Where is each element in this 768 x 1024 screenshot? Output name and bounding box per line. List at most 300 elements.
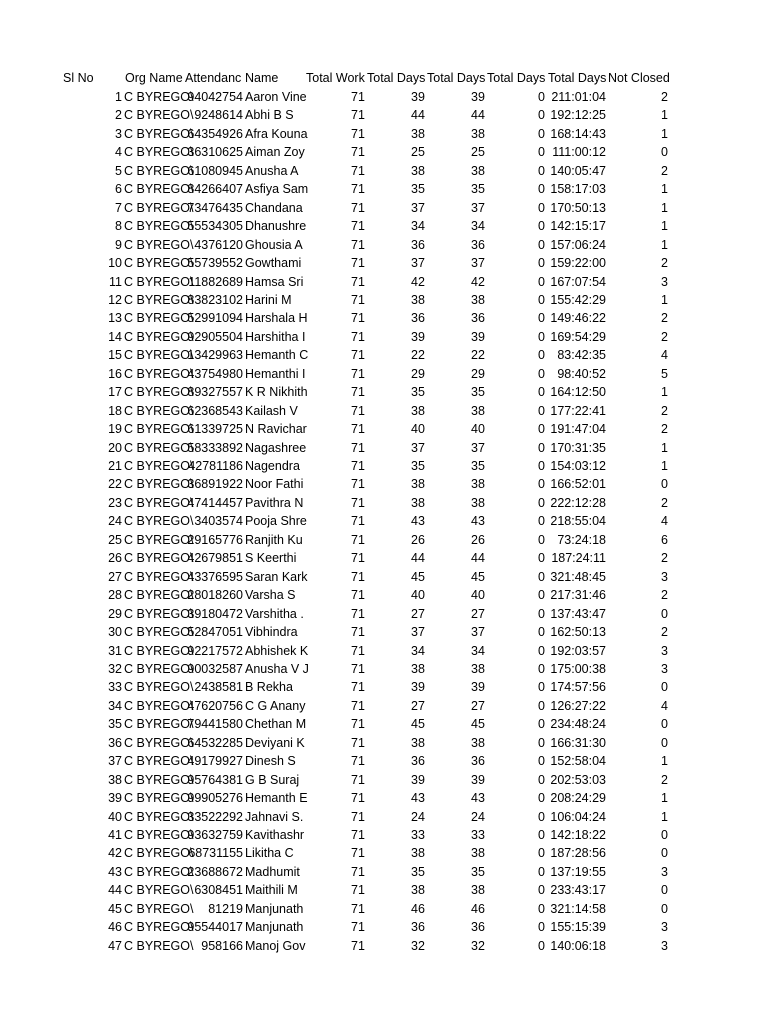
cell-org-name: C BYREGO\ — [124, 459, 194, 473]
cell-total-work: 71 — [351, 644, 365, 658]
cell-name: Dinesh S — [245, 754, 296, 768]
cell-name: Hemanthi I — [245, 367, 306, 381]
cell-total-days-3: 0 — [538, 736, 545, 750]
cell-total-work: 71 — [351, 717, 365, 731]
cell-sl-no: 31 — [108, 644, 122, 658]
cell-total-time: 187:28:56 — [550, 846, 606, 860]
cell-not-closed: 3 — [661, 644, 668, 658]
cell-total-days-3: 0 — [538, 588, 545, 602]
cell-attendance-id: 9248614 — [194, 108, 243, 122]
cell-total-days-2: 36 — [471, 754, 485, 768]
cell-total-work: 71 — [351, 810, 365, 824]
cell-name: Ranjith Ku — [245, 533, 303, 547]
cell-total-days-3: 0 — [538, 865, 545, 879]
cell-total-days-2: 34 — [471, 644, 485, 658]
cell-sl-no: 20 — [108, 441, 122, 455]
cell-total-days-3: 0 — [538, 570, 545, 584]
cell-sl-no: 19 — [108, 422, 122, 436]
cell-total-days-3: 0 — [538, 902, 545, 916]
cell-total-days-1: 38 — [411, 662, 425, 676]
cell-total-days-3: 0 — [538, 182, 545, 196]
cell-org-name: C BYREGO\ — [124, 644, 194, 658]
cell-not-closed: 2 — [661, 256, 668, 270]
cell-total-days-3: 0 — [538, 459, 545, 473]
cell-total-days-2: 27 — [471, 699, 485, 713]
cell-attendance-id: 13429963 — [187, 348, 243, 362]
cell-not-closed: 2 — [661, 496, 668, 510]
cell-total-time: 233:43:17 — [550, 883, 606, 897]
cell-total-days-1: 34 — [411, 644, 425, 658]
cell-org-name: C BYREGO\ — [124, 90, 194, 104]
cell-total-work: 71 — [351, 275, 365, 289]
cell-org-name: C BYREGO\ — [124, 680, 194, 694]
cell-not-closed: 1 — [661, 385, 668, 399]
cell-attendance-id: 42679851 — [187, 551, 243, 565]
cell-total-time: 187:24:11 — [551, 551, 606, 565]
cell-not-closed: 1 — [661, 459, 668, 473]
cell-total-days-1: 37 — [411, 441, 425, 455]
cell-total-days-1: 38 — [411, 477, 425, 491]
cell-total-days-3: 0 — [538, 348, 545, 362]
cell-not-closed: 0 — [661, 477, 668, 491]
cell-name: S Keerthi — [245, 551, 297, 565]
cell-total-time: 217:31:46 — [550, 588, 606, 602]
cell-name: Harini M — [245, 293, 292, 307]
cell-attendance-id: 36310625 — [187, 145, 243, 159]
cell-org-name: C BYREGO\ — [124, 219, 194, 233]
cell-total-days-2: 29 — [471, 367, 485, 381]
cell-total-days-1: 39 — [411, 330, 425, 344]
cell-org-name: C BYREGO\ — [124, 773, 194, 787]
header-total-days-1: Total Days — [367, 71, 426, 85]
cell-total-days-1: 43 — [411, 791, 425, 805]
cell-total-days-2: 44 — [471, 108, 485, 122]
cell-total-time: 98:40:52 — [557, 367, 606, 381]
cell-total-time: 155:15:39 — [550, 920, 606, 934]
cell-org-name: C BYREGO\ — [124, 238, 194, 252]
cell-total-time: 174:57:56 — [550, 680, 606, 694]
header-org-name: Org Name — [125, 71, 183, 85]
cell-total-work: 71 — [351, 828, 365, 842]
cell-total-time: 126:27:22 — [550, 699, 606, 713]
cell-attendance-id: 2438581 — [194, 680, 243, 694]
cell-not-closed: 3 — [661, 662, 668, 676]
cell-org-name: C BYREGO\ — [124, 828, 194, 842]
cell-total-days-1: 36 — [411, 238, 425, 252]
cell-org-name: C BYREGO\ — [124, 717, 194, 731]
cell-sl-no: 44 — [108, 883, 122, 897]
cell-sl-no: 10 — [108, 256, 122, 270]
cell-not-closed: 1 — [661, 810, 668, 824]
cell-name: Anusha V J — [245, 662, 309, 676]
cell-total-work: 71 — [351, 773, 365, 787]
cell-total-days-1: 44 — [411, 551, 425, 565]
cell-total-days-1: 25 — [411, 145, 425, 159]
cell-attendance-id: 6308451 — [194, 883, 243, 897]
cell-total-work: 71 — [351, 607, 365, 621]
cell-not-closed: 0 — [661, 828, 668, 842]
cell-sl-no: 35 — [108, 717, 122, 731]
cell-name: Dhanushre — [245, 219, 307, 233]
cell-org-name: C BYREGO\ — [124, 754, 194, 768]
cell-total-days-1: 29 — [411, 367, 425, 381]
cell-attendance-id: 90032587 — [187, 662, 243, 676]
cell-org-name: C BYREGO\ — [124, 736, 194, 750]
cell-org-name: C BYREGO\ — [124, 883, 194, 897]
cell-total-days-2: 33 — [471, 828, 485, 842]
cell-sl-no: 33 — [108, 680, 122, 694]
cell-total-days-1: 38 — [411, 127, 425, 141]
cell-total-time: 164:12:50 — [550, 385, 606, 399]
cell-total-time: 321:48:45 — [550, 570, 606, 584]
cell-not-closed: 5 — [661, 367, 668, 381]
cell-org-name: C BYREGO\ — [124, 699, 194, 713]
cell-attendance-id: 43754980 — [187, 367, 243, 381]
cell-total-work: 71 — [351, 477, 365, 491]
cell-total-days-2: 25 — [471, 145, 485, 159]
cell-not-closed: 0 — [661, 846, 668, 860]
cell-total-work: 71 — [351, 939, 365, 953]
cell-name: Kailash V — [245, 404, 298, 418]
cell-total-days-3: 0 — [538, 939, 545, 953]
cell-total-days-1: 27 — [411, 607, 425, 621]
cell-total-days-2: 36 — [471, 311, 485, 325]
cell-attendance-id: 43376595 — [187, 570, 243, 584]
cell-total-days-2: 34 — [471, 219, 485, 233]
cell-org-name: C BYREGO\ — [124, 496, 194, 510]
cell-total-time: 175:00:38 — [550, 662, 606, 676]
cell-total-work: 71 — [351, 699, 365, 713]
cell-org-name: C BYREGO\ — [124, 514, 194, 528]
cell-total-days-2: 43 — [471, 514, 485, 528]
cell-name: Manoj Gov — [245, 939, 306, 953]
cell-not-closed: 2 — [661, 588, 668, 602]
cell-total-work: 71 — [351, 108, 365, 122]
cell-sl-no: 32 — [108, 662, 122, 676]
cell-total-time: 157:06:24 — [550, 238, 606, 252]
cell-org-name: C BYREGO\ — [124, 477, 194, 491]
cell-not-closed: 0 — [661, 680, 668, 694]
cell-not-closed: 1 — [661, 238, 668, 252]
cell-total-days-2: 37 — [471, 625, 485, 639]
cell-total-days-1: 37 — [411, 256, 425, 270]
cell-total-work: 71 — [351, 680, 365, 694]
cell-total-days-2: 38 — [471, 164, 485, 178]
cell-total-work: 71 — [351, 588, 365, 602]
cell-attendance-id: 33522292 — [187, 810, 243, 824]
cell-name: Likitha C — [245, 846, 294, 860]
header-name: Name — [245, 71, 279, 85]
cell-name: Hemanth C — [245, 348, 309, 362]
cell-total-time: 211:01:04 — [551, 90, 606, 104]
cell-total-work: 71 — [351, 441, 365, 455]
cell-org-name: C BYREGO\ — [124, 865, 194, 879]
cell-not-closed: 1 — [661, 791, 668, 805]
cell-name: Manjunath — [245, 920, 304, 934]
cell-total-days-3: 0 — [538, 920, 545, 934]
cell-not-closed: 2 — [661, 330, 668, 344]
cell-sl-no: 23 — [108, 496, 122, 510]
cell-total-days-3: 0 — [538, 828, 545, 842]
cell-total-days-2: 42 — [471, 275, 485, 289]
cell-sl-no: 29 — [108, 607, 122, 621]
cell-sl-no: 41 — [108, 828, 122, 842]
cell-total-days-1: 36 — [411, 754, 425, 768]
cell-total-days-2: 38 — [471, 883, 485, 897]
cell-total-days-3: 0 — [538, 404, 545, 418]
cell-sl-no: 37 — [108, 754, 122, 768]
cell-total-time: 170:50:13 — [550, 201, 606, 215]
cell-attendance-id: 55739552 — [187, 256, 243, 270]
cell-sl-no: 46 — [108, 920, 122, 934]
cell-attendance-id: 89327557 — [187, 385, 243, 399]
cell-name: Varshitha . — [245, 607, 304, 621]
cell-total-days-3: 0 — [538, 477, 545, 491]
cell-total-time: 192:12:25 — [550, 108, 606, 122]
cell-total-work: 71 — [351, 201, 365, 215]
cell-total-days-3: 0 — [538, 385, 545, 399]
cell-org-name: C BYREGO\ — [124, 348, 194, 362]
cell-total-days-2: 35 — [471, 385, 485, 399]
cell-attendance-id: 29165776 — [187, 533, 243, 547]
cell-total-days-3: 0 — [538, 699, 545, 713]
cell-attendance-id: 23688672 — [187, 865, 243, 879]
cell-total-days-3: 0 — [538, 108, 545, 122]
cell-name: Madhumit — [245, 865, 300, 879]
cell-total-days-3: 0 — [538, 551, 545, 565]
cell-org-name: C BYREGO\ — [124, 385, 194, 399]
cell-sl-no: 25 — [108, 533, 122, 547]
cell-sl-no: 11 — [109, 275, 122, 289]
cell-total-days-2: 37 — [471, 256, 485, 270]
cell-total-days-3: 0 — [538, 680, 545, 694]
cell-total-days-2: 39 — [471, 330, 485, 344]
cell-total-days-2: 35 — [471, 865, 485, 879]
cell-not-closed: 4 — [661, 699, 668, 713]
cell-total-work: 71 — [351, 846, 365, 860]
cell-sl-no: 36 — [108, 736, 122, 750]
cell-total-days-1: 38 — [411, 496, 425, 510]
cell-not-closed: 3 — [661, 865, 668, 879]
cell-not-closed: 4 — [661, 514, 668, 528]
cell-attendance-id: 73476435 — [187, 201, 243, 215]
cell-total-time: 159:22:00 — [550, 256, 606, 270]
cell-total-days-2: 45 — [471, 717, 485, 731]
cell-org-name: C BYREGO\ — [124, 902, 194, 916]
cell-total-time: 170:31:35 — [550, 441, 606, 455]
cell-total-days-1: 42 — [411, 275, 425, 289]
cell-name: Abhi B S — [245, 108, 294, 122]
cell-sl-no: 4 — [115, 145, 122, 159]
cell-sl-no: 45 — [108, 902, 122, 916]
cell-total-days-2: 39 — [471, 773, 485, 787]
cell-attendance-id: 81219 — [208, 902, 243, 916]
cell-org-name: C BYREGO\ — [124, 275, 194, 289]
cell-sl-no: 16 — [108, 367, 122, 381]
cell-not-closed: 1 — [661, 127, 668, 141]
cell-attendance-id: 64532285 — [187, 736, 243, 750]
cell-sl-no: 47 — [108, 939, 122, 953]
cell-total-work: 71 — [351, 219, 365, 233]
cell-attendance-id: 68731155 — [188, 846, 243, 860]
cell-name: Harshitha I — [245, 330, 306, 344]
cell-total-days-1: 36 — [411, 311, 425, 325]
cell-not-closed: 2 — [661, 311, 668, 325]
cell-total-days-1: 38 — [411, 293, 425, 307]
cell-total-days-3: 0 — [538, 145, 545, 159]
cell-sl-no: 39 — [108, 791, 122, 805]
cell-not-closed: 4 — [661, 348, 668, 362]
cell-total-days-3: 0 — [538, 311, 545, 325]
cell-total-days-2: 38 — [471, 477, 485, 491]
cell-total-days-1: 24 — [411, 810, 425, 824]
cell-name: Pooja Shre — [245, 514, 307, 528]
cell-attendance-id: 99905276 — [187, 791, 243, 805]
cell-total-days-1: 35 — [411, 385, 425, 399]
cell-total-time: 166:52:01 — [550, 477, 606, 491]
cell-name: Jahnavi S. — [245, 810, 304, 824]
cell-sl-no: 34 — [108, 699, 122, 713]
cell-attendance-id: 62368543 — [187, 404, 243, 418]
cell-total-days-1: 32 — [411, 939, 425, 953]
cell-not-closed: 2 — [661, 164, 668, 178]
cell-name: Chethan M — [245, 717, 307, 731]
cell-total-days-3: 0 — [538, 330, 545, 344]
cell-sl-no: 42 — [108, 846, 122, 860]
cell-total-days-2: 37 — [471, 201, 485, 215]
cell-total-days-1: 43 — [411, 514, 425, 528]
cell-total-work: 71 — [351, 367, 365, 381]
cell-attendance-id: 958166 — [201, 939, 243, 953]
cell-sl-no: 17 — [108, 385, 122, 399]
cell-total-days-2: 36 — [471, 238, 485, 252]
cell-total-days-2: 39 — [471, 90, 485, 104]
cell-attendance-id: 93632759 — [187, 828, 243, 842]
cell-total-work: 71 — [351, 422, 365, 436]
cell-sl-no: 13 — [108, 311, 122, 325]
cell-total-time: 168:14:43 — [550, 127, 606, 141]
cell-total-days-3: 0 — [538, 256, 545, 270]
cell-total-days-3: 0 — [538, 164, 545, 178]
cell-name: Chandana — [245, 201, 303, 215]
cell-not-closed: 2 — [661, 404, 668, 418]
cell-total-work: 71 — [351, 902, 365, 916]
cell-name: N Ravichar — [245, 422, 307, 436]
cell-name: Nagendra — [245, 459, 300, 473]
cell-total-days-1: 38 — [411, 736, 425, 750]
cell-org-name: C BYREGO\ — [124, 422, 194, 436]
cell-attendance-id: 95544017 — [187, 920, 243, 934]
cell-total-days-2: 38 — [471, 496, 485, 510]
cell-total-days-2: 40 — [471, 422, 485, 436]
cell-total-days-2: 32 — [471, 939, 485, 953]
cell-attendance-id: 47414457 — [187, 496, 243, 510]
cell-total-work: 71 — [351, 293, 365, 307]
cell-sl-no: 12 — [108, 293, 122, 307]
cell-total-days-1: 34 — [411, 219, 425, 233]
cell-total-days-2: 44 — [471, 551, 485, 565]
cell-attendance-id: 42781186 — [188, 459, 243, 473]
cell-total-days-3: 0 — [538, 201, 545, 215]
cell-name: Kavithashr — [245, 828, 305, 842]
cell-total-days-1: 39 — [411, 680, 425, 694]
cell-attendance-id: 94042754 — [187, 90, 243, 104]
cell-total-work: 71 — [351, 311, 365, 325]
cell-not-closed: 2 — [661, 90, 668, 104]
cell-total-work: 71 — [351, 404, 365, 418]
cell-total-days-2: 22 — [471, 348, 485, 362]
cell-total-days-1: 38 — [411, 404, 425, 418]
cell-total-days-3: 0 — [538, 533, 545, 547]
cell-sl-no: 2 — [115, 108, 122, 122]
cell-total-time: 208:24:29 — [550, 791, 606, 805]
cell-attendance-id: 79441580 — [187, 717, 243, 731]
cell-org-name: C BYREGO\ — [124, 404, 194, 418]
cell-total-days-2: 26 — [471, 533, 485, 547]
cell-total-time: 137:19:55 — [550, 865, 606, 879]
cell-attendance-id: 92217572 — [187, 644, 243, 658]
cell-name: Saran Kark — [245, 570, 308, 584]
cell-org-name: C BYREGO\ — [124, 182, 194, 196]
cell-total-work: 71 — [351, 496, 365, 510]
cell-attendance-id: 47620756 — [187, 699, 243, 713]
cell-not-closed: 3 — [661, 275, 668, 289]
cell-total-work: 71 — [351, 348, 365, 362]
cell-not-closed: 1 — [661, 108, 668, 122]
cell-attendance-id: 52991094 — [187, 311, 243, 325]
cell-total-time: 234:48:24 — [550, 717, 606, 731]
cell-total-work: 71 — [351, 514, 365, 528]
cell-org-name: C BYREGO\ — [124, 846, 194, 860]
cell-org-name: C BYREGO\ — [124, 570, 194, 584]
cell-not-closed: 0 — [661, 883, 668, 897]
cell-sl-no: 6 — [115, 182, 122, 196]
cell-total-days-1: 37 — [411, 625, 425, 639]
cell-attendance-id: 39180472 — [187, 607, 243, 621]
cell-org-name: C BYREGO\ — [124, 810, 194, 824]
header-total-days-4: Total Days — [548, 71, 607, 85]
cell-attendance-id: 58333892 — [187, 441, 243, 455]
cell-name: Nagashree — [245, 441, 307, 455]
cell-name: Noor Fathi — [245, 477, 304, 491]
cell-total-days-1: 45 — [411, 717, 425, 731]
cell-total-work: 71 — [351, 551, 365, 565]
cell-attendance-id: 55534305 — [187, 219, 243, 233]
cell-total-work: 71 — [351, 662, 365, 676]
cell-total-work: 71 — [351, 736, 365, 750]
cell-name: B Rekha — [245, 680, 293, 694]
cell-attendance-id: 3403574 — [194, 514, 243, 528]
cell-attendance-id: 95764381 — [187, 773, 243, 787]
cell-sl-no: 26 — [108, 551, 122, 565]
cell-name: Ghousia A — [245, 238, 303, 252]
cell-total-time: 222:12:28 — [550, 496, 606, 510]
cell-total-days-1: 45 — [411, 570, 425, 584]
cell-org-name: C BYREGO\ — [124, 939, 194, 953]
cell-total-days-1: 33 — [411, 828, 425, 842]
cell-not-closed: 6 — [661, 533, 668, 547]
cell-total-time: 177:22:41 — [550, 404, 606, 418]
cell-total-work: 71 — [351, 127, 365, 141]
cell-org-name: C BYREGO\ — [124, 607, 194, 621]
cell-total-days-3: 0 — [538, 644, 545, 658]
cell-org-name: C BYREGO\ — [124, 791, 194, 805]
header-total-work: Total Work — [306, 71, 365, 85]
cell-total-days-2: 38 — [471, 404, 485, 418]
cell-not-closed: 1 — [661, 219, 668, 233]
cell-org-name: C BYREGO\ — [124, 662, 194, 676]
cell-not-closed: 0 — [661, 717, 668, 731]
